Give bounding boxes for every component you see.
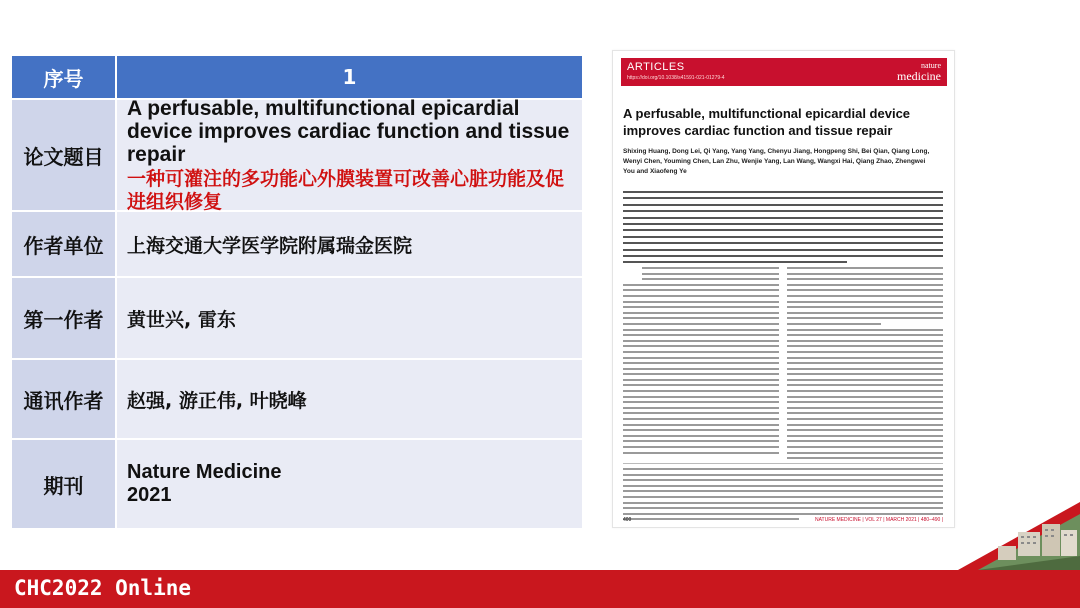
- corresponding-author-value: 赵强, 游正伟, 叶晓峰: [117, 360, 582, 438]
- paper-heading: A perfusable, multifunctional epicardial device improves cardiac function and tissue repair: [623, 106, 911, 138]
- paper-body-right: [787, 267, 943, 463]
- label-affiliation: 作者单位: [12, 212, 115, 276]
- paper-authors: Shixing Huang, Dong Lei, Qi Yang, Yang Yang, Chenyu Jiang, Hongpeng Shi, Bei Qian, Qiang Long, Wenyi Chen, Youming Chen, Lan Zhu, Wenjie Yang, Lan Wang, Wangxi Hai, Qiang Zhao, Zhengwei You and Xiaofeng Ye: [623, 148, 930, 175]
- journal-logo: nature medicine: [897, 61, 941, 83]
- label-first-author: 第一作者: [12, 278, 115, 358]
- paper-journal-footer: NATURE MEDICINE | VOL 27 | MARCH 2021 | 480–490 |: [814, 517, 943, 523]
- label-corresponding-author: 通讯作者: [12, 360, 115, 438]
- label-journal: 期刊: [12, 440, 115, 528]
- header-index: 1: [117, 56, 582, 98]
- paper-abstract: [623, 191, 943, 268]
- paper-body-columns: [623, 267, 943, 463]
- paper-body-left: [623, 267, 779, 463]
- journal-name: Nature Medicine: [127, 461, 282, 483]
- paper-section-label: ARTICLES: [627, 61, 685, 73]
- paper-title-en: A perfusable, multifunctional epicardial device improves cardiac function and tissue repair: [127, 96, 570, 166]
- hospital-campus-image: [958, 502, 1080, 570]
- journal-value: [117, 440, 582, 528]
- paper-page-footer: [623, 517, 943, 523]
- paper-doi: https://doi.org/10.1038/s41591-021-01279-4: [627, 75, 725, 81]
- paper-title-cn: 一种可灌注的多功能心外膜装置可改善心脏功能及促进组织修复: [127, 167, 565, 213]
- paper-footnotes: [623, 463, 943, 524]
- bottom-banner: [0, 570, 1080, 608]
- paper-title-cell: [117, 96, 582, 213]
- affiliation-value: 上海交通大学医学院附属瑞金医院: [117, 212, 582, 276]
- label-title: 论文题目: [12, 100, 115, 210]
- paper-info-table: [12, 56, 582, 548]
- header-label: 序号: [12, 56, 115, 98]
- paper-page-number: 400: [623, 517, 632, 523]
- event-name: CHC2022 Online: [14, 576, 192, 600]
- paper-header-bar: [621, 58, 947, 86]
- paper-first-page-image: [612, 50, 955, 528]
- first-author-value: 黄世兴, 雷东: [117, 278, 582, 358]
- journal-year: 2021: [127, 484, 172, 506]
